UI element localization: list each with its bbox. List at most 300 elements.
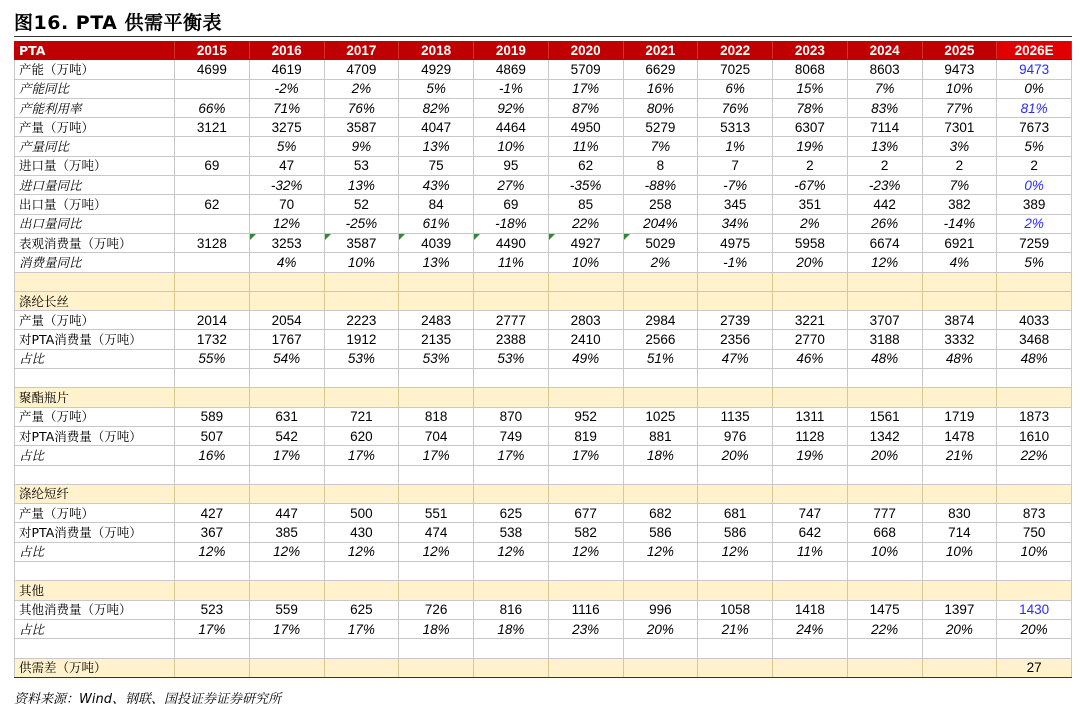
table-cell: [324, 562, 399, 581]
table-cell: 677: [548, 504, 623, 523]
table-cell: 46%: [773, 349, 848, 368]
table-cell: 4490: [474, 233, 549, 252]
table-cell: 818: [399, 407, 474, 426]
table-cell: 17%: [249, 446, 324, 465]
table-cell: 51%: [623, 349, 698, 368]
table-cell: [474, 658, 549, 677]
table-cell: [623, 658, 698, 677]
table-cell: 6921: [922, 233, 997, 252]
table-cell: 8068: [773, 60, 848, 79]
table-cell: 1719: [922, 407, 997, 426]
table-cell: 1732: [175, 330, 250, 349]
table-cell: 17%: [324, 446, 399, 465]
table-cell: 78%: [773, 98, 848, 117]
row-label: 表观消费量（万吨）: [15, 233, 175, 252]
table-cell: 345: [698, 195, 773, 214]
table-cell: 1767: [249, 330, 324, 349]
table-cell: [324, 484, 399, 503]
table-cell: 77%: [922, 98, 997, 117]
row-label: 占比: [15, 619, 175, 638]
table-cell: 8603: [847, 60, 922, 79]
table-cell: 4%: [249, 253, 324, 272]
table-cell: 1116: [548, 600, 623, 619]
table-cell: -1%: [474, 79, 549, 98]
table-cell: 3275: [249, 118, 324, 137]
table-cell: 20%: [698, 446, 773, 465]
table-cell: 1128: [773, 426, 848, 445]
table-cell: [698, 272, 773, 291]
table-cell: [249, 562, 324, 581]
table-cell: [324, 465, 399, 484]
table-cell: 53%: [474, 349, 549, 368]
table-cell: [773, 581, 848, 600]
table-cell: 53%: [399, 349, 474, 368]
table-cell: 8: [623, 156, 698, 175]
table-cell: [548, 581, 623, 600]
row-label: 占比: [15, 542, 175, 561]
row-label: 占比: [15, 446, 175, 465]
table-cell: 9%: [324, 137, 399, 156]
table-cell: 1135: [698, 407, 773, 426]
table-cell: [175, 214, 250, 233]
table-cell: 749: [474, 426, 549, 445]
table-cell: 642: [773, 523, 848, 542]
table-cell: [324, 388, 399, 407]
table-cell: 75: [399, 156, 474, 175]
table-cell: 3188: [847, 330, 922, 349]
table-cell: [249, 581, 324, 600]
table-cell: [175, 137, 250, 156]
table-cell: 1478: [922, 426, 997, 445]
figure-title: 图16. PTA 供需平衡表: [14, 12, 223, 34]
table-cell: 2566: [623, 330, 698, 349]
table-cell: 17%: [249, 619, 324, 638]
table-cell: 2483: [399, 311, 474, 330]
table-cell: 447: [249, 504, 324, 523]
table-cell: 816: [474, 600, 549, 619]
table-cell: [623, 388, 698, 407]
table-cell: [698, 639, 773, 658]
table-cell: [698, 562, 773, 581]
table-cell: -25%: [324, 214, 399, 233]
table-cell: 976: [698, 426, 773, 445]
table-body: [15, 41, 1072, 677]
table-cell: 92%: [474, 98, 549, 117]
table-cell: 819: [548, 426, 623, 445]
table-cell: 5%: [249, 137, 324, 156]
row-label: 涤纶短纤: [15, 484, 175, 503]
table-cell: [399, 388, 474, 407]
table-cell: 351: [773, 195, 848, 214]
table-cell: 34%: [698, 214, 773, 233]
table-cell: 24%: [773, 619, 848, 638]
pta-balance-table: [14, 41, 1072, 678]
table-cell: 9473: [922, 60, 997, 79]
table-cell: 830: [922, 504, 997, 523]
table-cell: 10%: [922, 542, 997, 561]
row-label: 产量（万吨）: [15, 407, 175, 426]
table-cell: -23%: [847, 176, 922, 195]
table-cell: 13%: [399, 253, 474, 272]
table-cell: 6%: [698, 79, 773, 98]
table-cell: 4975: [698, 233, 773, 252]
table-cell: 17%: [175, 619, 250, 638]
table-cell: 777: [847, 504, 922, 523]
table-row: [15, 291, 1072, 310]
table-cell: 4709: [324, 60, 399, 79]
table-cell: [399, 465, 474, 484]
table-cell: 538: [474, 523, 549, 542]
table-cell: 5279: [623, 118, 698, 137]
table-cell: 7114: [847, 118, 922, 137]
header-cell-year: 2019: [474, 41, 549, 60]
table-cell: [922, 484, 997, 503]
table-cell: [399, 658, 474, 677]
table-cell: 750: [997, 523, 1072, 542]
table-cell: 0%: [997, 176, 1072, 195]
table-cell: 1%: [698, 137, 773, 156]
row-label: 产量（万吨）: [15, 311, 175, 330]
header-cell-year: 2023: [773, 41, 848, 60]
table-cell: 17%: [548, 446, 623, 465]
table-cell: 66%: [175, 98, 250, 117]
table-cell: 12%: [399, 542, 474, 561]
table-cell: 69: [175, 156, 250, 175]
table-cell: 10%: [474, 137, 549, 156]
table-cell: 523: [175, 600, 250, 619]
table-row: [15, 176, 1072, 195]
table-cell: [399, 581, 474, 600]
table-cell: 84: [399, 195, 474, 214]
table-cell: 10%: [997, 542, 1072, 561]
table-cell: 18%: [623, 446, 698, 465]
table-cell: [997, 388, 1072, 407]
table-cell: [474, 465, 549, 484]
table-cell: 507: [175, 426, 250, 445]
table-cell: 54%: [249, 349, 324, 368]
table-cell: [847, 465, 922, 484]
table-row: [15, 272, 1072, 291]
table-cell: 996: [623, 600, 698, 619]
header-cell-year: 2015: [175, 41, 250, 60]
table-cell: 83%: [847, 98, 922, 117]
table-cell: 1610: [997, 426, 1072, 445]
table-cell: 500: [324, 504, 399, 523]
table-cell: [249, 465, 324, 484]
table-cell: 18%: [399, 619, 474, 638]
table-row: [15, 349, 1072, 368]
table-cell: 1475: [847, 600, 922, 619]
table-cell: 81%: [997, 98, 1072, 117]
table-row: [15, 369, 1072, 388]
table-cell: 20%: [623, 619, 698, 638]
table-cell: 430: [324, 523, 399, 542]
header-cell-year: 2021: [623, 41, 698, 60]
table-cell: [847, 272, 922, 291]
table-cell: [249, 272, 324, 291]
table-cell: 49%: [548, 349, 623, 368]
table-cell: 2356: [698, 330, 773, 349]
table-cell: 10%: [324, 253, 399, 272]
table-cell: 204%: [623, 214, 698, 233]
row-label: 对PTA消费量（万吨）: [15, 330, 175, 349]
table-row: [15, 407, 1072, 426]
table-cell: 17%: [399, 446, 474, 465]
table-cell: [847, 291, 922, 310]
table-cell: [399, 291, 474, 310]
table-cell: 551: [399, 504, 474, 523]
table-row: [15, 504, 1072, 523]
table-row: [15, 195, 1072, 214]
table-cell: 6629: [623, 60, 698, 79]
table-cell: 76%: [698, 98, 773, 117]
table-cell: 82%: [399, 98, 474, 117]
table-cell: 21%: [698, 619, 773, 638]
table-cell: 2777: [474, 311, 549, 330]
table-cell: 1430: [997, 600, 1072, 619]
table-cell: 2770: [773, 330, 848, 349]
table-cell: 10%: [548, 253, 623, 272]
table-cell: [548, 369, 623, 388]
table-cell: 53%: [324, 349, 399, 368]
table-cell: 7%: [847, 79, 922, 98]
table-cell: 7259: [997, 233, 1072, 252]
row-label: 产能同比: [15, 79, 175, 98]
table-cell: -67%: [773, 176, 848, 195]
table-cell: [548, 484, 623, 503]
table-cell: [623, 484, 698, 503]
row-label: [15, 639, 175, 658]
table-cell: 1025: [623, 407, 698, 426]
table-row: [15, 562, 1072, 581]
table-cell: [175, 291, 250, 310]
table-cell: [548, 658, 623, 677]
table-cell: 80%: [623, 98, 698, 117]
table-cell: 3121: [175, 118, 250, 137]
table-cell: [922, 581, 997, 600]
row-label: [15, 272, 175, 291]
table-cell: [249, 291, 324, 310]
table-cell: 1561: [847, 407, 922, 426]
table-cell: [997, 562, 1072, 581]
table-cell: [847, 484, 922, 503]
table-cell: 19%: [773, 137, 848, 156]
table-cell: [698, 291, 773, 310]
table-cell: 586: [698, 523, 773, 542]
table-cell: [548, 562, 623, 581]
table-cell: 16%: [623, 79, 698, 98]
table-row: [15, 639, 1072, 658]
table-cell: 71%: [249, 98, 324, 117]
table-cell: [324, 658, 399, 677]
header-cell-year: 2018: [399, 41, 474, 60]
table-cell: 2%: [623, 253, 698, 272]
table-cell: 11%: [474, 253, 549, 272]
table-cell: [474, 272, 549, 291]
header-cell-year: 2025: [922, 41, 997, 60]
table-cell: [773, 639, 848, 658]
table-row: [15, 600, 1072, 619]
table-cell: [847, 581, 922, 600]
table-cell: [175, 79, 250, 98]
table-cell: [324, 272, 399, 291]
table-cell: 542: [249, 426, 324, 445]
table-cell: 7025: [698, 60, 773, 79]
table-cell: -2%: [249, 79, 324, 98]
table-cell: 1311: [773, 407, 848, 426]
table-cell: 620: [324, 426, 399, 445]
table-cell: [773, 272, 848, 291]
table-cell: [623, 291, 698, 310]
table-cell: [847, 562, 922, 581]
row-label: 消费量同比: [15, 253, 175, 272]
table-cell: [399, 639, 474, 658]
table-cell: [175, 388, 250, 407]
table-cell: [997, 639, 1072, 658]
table-cell: [324, 639, 399, 658]
table-cell: 4699: [175, 60, 250, 79]
table-cell: [474, 639, 549, 658]
row-label: 出口量（万吨）: [15, 195, 175, 214]
table-cell: -7%: [698, 176, 773, 195]
header-cell-year: 2026E: [997, 41, 1072, 60]
table-cell: 1397: [922, 600, 997, 619]
table-cell: 4619: [249, 60, 324, 79]
table-cell: 1912: [324, 330, 399, 349]
table-cell: 95: [474, 156, 549, 175]
table-row: [15, 98, 1072, 117]
row-label: [15, 369, 175, 388]
table-cell: [474, 291, 549, 310]
row-label: 出口量同比: [15, 214, 175, 233]
table-cell: 2: [997, 156, 1072, 175]
table-cell: 76%: [324, 98, 399, 117]
table-cell: [698, 388, 773, 407]
table-cell: 48%: [847, 349, 922, 368]
row-label: 占比: [15, 349, 175, 368]
table-cell: 22%: [997, 446, 1072, 465]
table-cell: [175, 581, 250, 600]
table-cell: [249, 484, 324, 503]
table-cell: 870: [474, 407, 549, 426]
table-cell: 2: [922, 156, 997, 175]
table-row: [15, 542, 1072, 561]
table-cell: 10%: [922, 79, 997, 98]
row-label: 对PTA消费量（万吨）: [15, 523, 175, 542]
title-divider: [14, 36, 1072, 37]
source-note: 资料来源：Wind、钢联、国投证券证券研究所: [14, 692, 281, 707]
table-cell: -32%: [249, 176, 324, 195]
table-cell: 48%: [997, 349, 1072, 368]
table-cell: [997, 581, 1072, 600]
table-cell: 5958: [773, 233, 848, 252]
table-cell: [773, 369, 848, 388]
table-cell: 21%: [922, 446, 997, 465]
table-cell: [399, 562, 474, 581]
table-cell: 3253: [249, 233, 324, 252]
table-cell: [399, 484, 474, 503]
table-cell: 4039: [399, 233, 474, 252]
table-cell: 442: [847, 195, 922, 214]
row-label: 对PTA消费量（万吨）: [15, 426, 175, 445]
row-label: 产量（万吨）: [15, 118, 175, 137]
table-cell: -35%: [548, 176, 623, 195]
header-cell-year: 2017: [324, 41, 399, 60]
table-cell: 4869: [474, 60, 549, 79]
table-cell: [623, 581, 698, 600]
table-cell: [773, 658, 848, 677]
table-cell: 85: [548, 195, 623, 214]
table-cell: [324, 369, 399, 388]
table-cell: 15%: [773, 79, 848, 98]
table-cell: 3587: [324, 233, 399, 252]
table-cell: 12%: [548, 542, 623, 561]
table-cell: 2223: [324, 311, 399, 330]
table-cell: 48%: [922, 349, 997, 368]
table-cell: [922, 388, 997, 407]
row-label: 进口量（万吨）: [15, 156, 175, 175]
table-cell: 20%: [922, 619, 997, 638]
table-cell: 7%: [922, 176, 997, 195]
row-label: 产能利用率: [15, 98, 175, 117]
table-cell: [175, 369, 250, 388]
table-cell: [474, 388, 549, 407]
table-cell: [399, 272, 474, 291]
table-cell: [175, 253, 250, 272]
table-cell: [997, 484, 1072, 503]
table-cell: 11%: [773, 542, 848, 561]
table-cell: [548, 465, 623, 484]
table-cell: 385: [249, 523, 324, 542]
table-cell: 11%: [548, 137, 623, 156]
table-cell: [324, 581, 399, 600]
table-cell: [623, 465, 698, 484]
header-cell-year: 2022: [698, 41, 773, 60]
table-cell: 12%: [249, 214, 324, 233]
table-cell: 12%: [324, 542, 399, 561]
balance-table-container: [14, 41, 1072, 678]
table-cell: [249, 388, 324, 407]
table-cell: 4464: [474, 118, 549, 137]
table-cell: 17%: [474, 446, 549, 465]
table-cell: [623, 272, 698, 291]
table-cell: 881: [623, 426, 698, 445]
table-cell: [847, 639, 922, 658]
table-row: [15, 426, 1072, 445]
table-cell: 55%: [175, 349, 250, 368]
table-cell: 5%: [997, 137, 1072, 156]
table-cell: 2803: [548, 311, 623, 330]
table-cell: 7%: [623, 137, 698, 156]
table-row: [15, 118, 1072, 137]
table-cell: [698, 465, 773, 484]
table-row: [15, 465, 1072, 484]
table-cell: 13%: [324, 176, 399, 195]
table-cell: 582: [548, 523, 623, 542]
table-cell: 5029: [623, 233, 698, 252]
table-cell: 9473: [997, 60, 1072, 79]
table-cell: [698, 581, 773, 600]
table-cell: [922, 658, 997, 677]
table-cell: 625: [324, 600, 399, 619]
table-row: [15, 658, 1072, 677]
table-cell: [997, 291, 1072, 310]
row-label: 涤纶长丝: [15, 291, 175, 310]
table-cell: 62: [175, 195, 250, 214]
table-cell: 4929: [399, 60, 474, 79]
table-cell: 12%: [847, 253, 922, 272]
table-cell: [548, 291, 623, 310]
